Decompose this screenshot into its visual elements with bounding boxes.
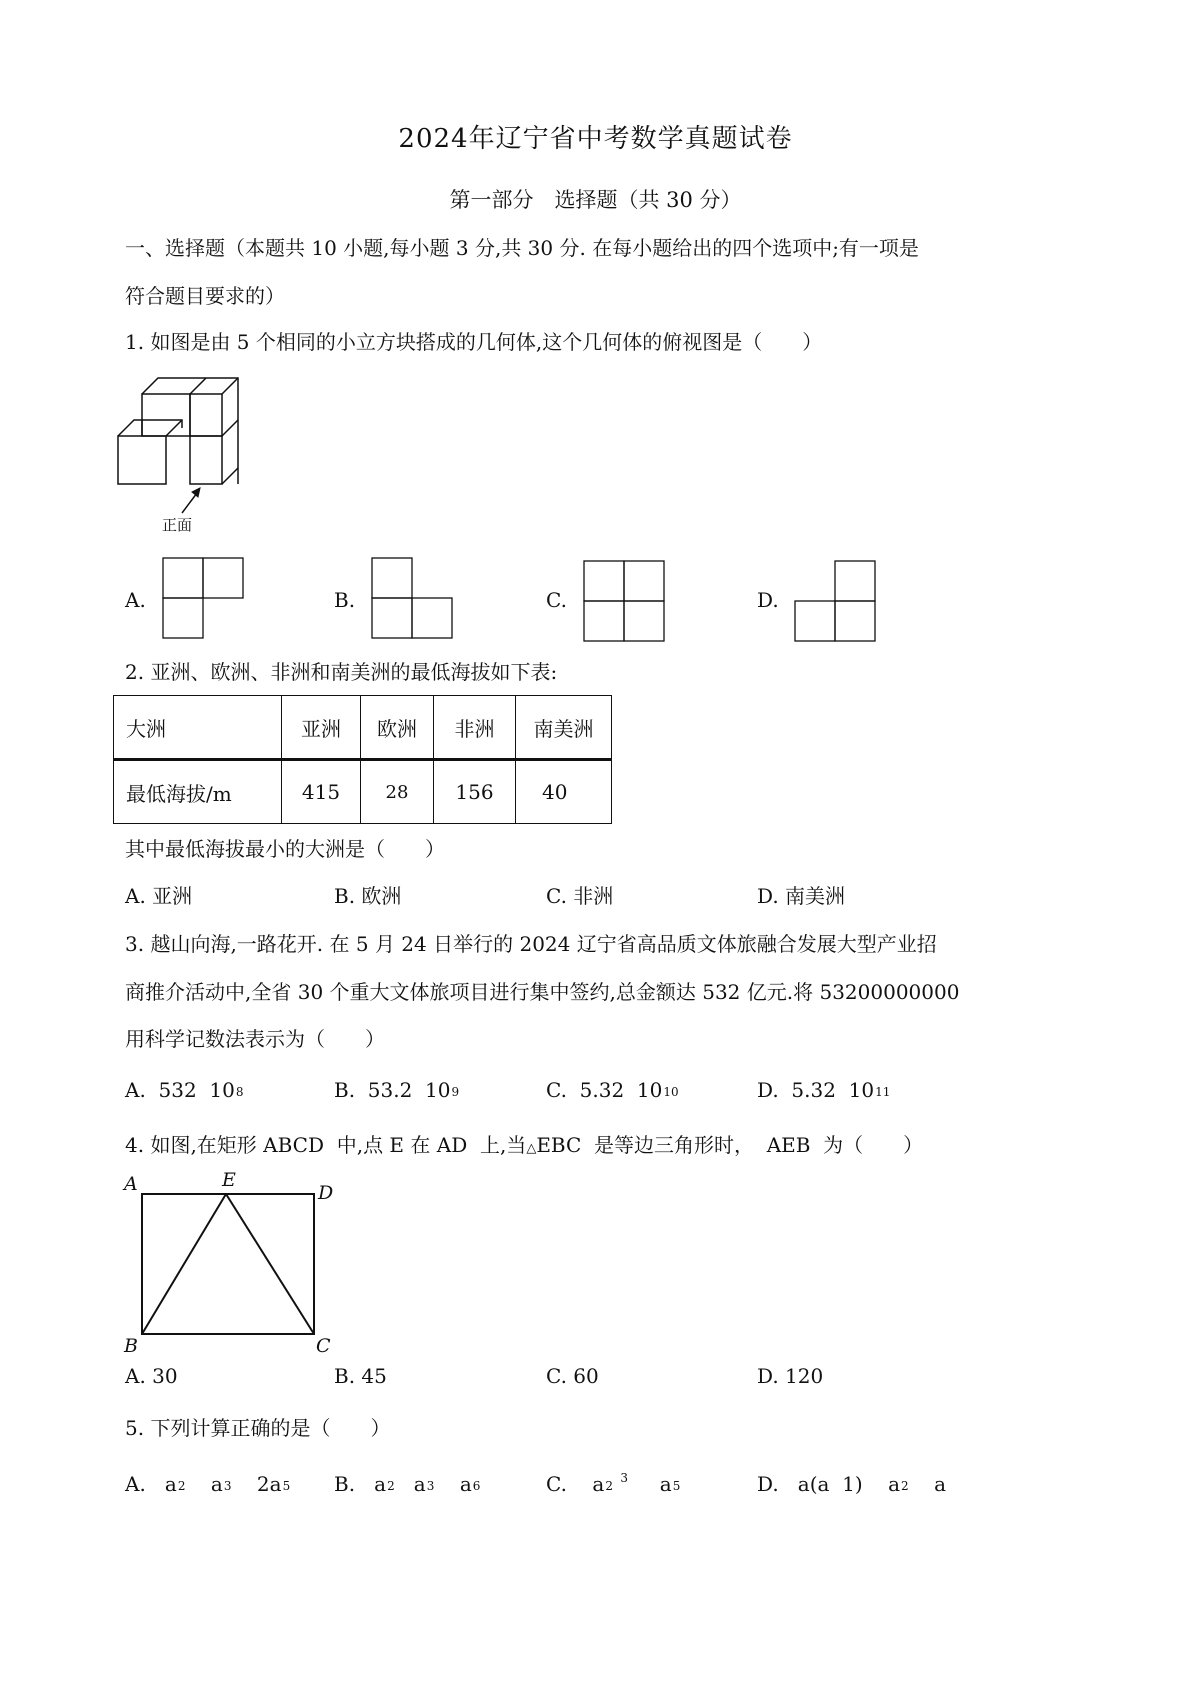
table-cell: 南美洲: [516, 696, 612, 760]
question-3-line1: 3. 越山向海,一路花开. 在 5 月 24 日举行的 2024 辽宁省高品质文体旅融合发展大型产业招: [125, 932, 937, 956]
section-instructions-line2: 符合题目要求的）: [125, 284, 285, 308]
point-c-label: C: [316, 1335, 331, 1357]
part-heading: 第一部分 选择题（共 30 分）: [449, 188, 742, 212]
exponent: 3: [223, 1479, 232, 1493]
exponent: 5: [282, 1479, 291, 1493]
option-exponent: 11: [875, 1085, 891, 1099]
q4-option-d: D. 120: [757, 1364, 824, 1388]
front-direction-arrow-icon: [182, 488, 200, 513]
term: a: [659, 1472, 672, 1496]
section-instructions-line1: 一、选择题（本题共 10 小题,每小题 3 分,共 30 分. 在每小题给出的四个选项中;有一项是: [125, 236, 919, 260]
option-label: A.: [125, 1078, 146, 1102]
exponent: 2: [605, 1479, 613, 1493]
point-d-label: D: [318, 1182, 334, 1204]
question-4-stem-part1: 4. 如图,在矩形 ABCD 中,点 E 在 AD 上,当: [125, 1133, 527, 1157]
table-cell: 28: [361, 760, 434, 824]
option-base: 5.32 10: [791, 1078, 875, 1102]
point-a-label: A: [124, 1173, 138, 1195]
q4-option-c: C. 60: [546, 1364, 599, 1388]
option-exponent: 8: [235, 1085, 244, 1099]
table-header-row: [114, 696, 612, 760]
table-cell: 非洲: [434, 696, 516, 760]
option-label: B.: [334, 1472, 356, 1496]
option-base: 5.32 10: [579, 1078, 663, 1102]
q5-option-c: [546, 1472, 680, 1496]
q3-option-d: [757, 1078, 890, 1102]
exponent: 5: [672, 1479, 681, 1493]
q1-option-b-figure: [371, 557, 461, 641]
outer-exponent: 3: [620, 1471, 628, 1485]
q3-option-a: [125, 1078, 244, 1102]
q5-option-d: [757, 1472, 946, 1496]
option-label: C.: [546, 1472, 567, 1496]
point-e-label: E: [222, 1169, 236, 1191]
q1-option-a-label: A.: [125, 588, 146, 612]
term: a: [888, 1472, 901, 1496]
q1-option-c-label: C.: [546, 588, 567, 612]
table-cell: 156: [434, 760, 516, 824]
term: a(a 1): [797, 1472, 863, 1496]
exponent: 6: [472, 1479, 481, 1493]
table-cell: 欧洲: [361, 696, 434, 760]
option-label: B.: [334, 1078, 356, 1102]
q1-option-b-label: B.: [334, 588, 356, 612]
exponent: 2: [387, 1479, 395, 1493]
q1-option-d-label: D.: [757, 588, 779, 612]
q2-option-d: D. 南美洲: [757, 884, 846, 908]
elevation-table: [113, 695, 612, 824]
option-exponent: 10: [663, 1085, 679, 1099]
term: a: [374, 1472, 387, 1496]
q4-option-a: A. 30: [125, 1364, 178, 1388]
option-label: C.: [546, 1078, 567, 1102]
q2-option-c: C. 非洲: [546, 884, 614, 908]
q3-option-c: [546, 1078, 679, 1102]
question-5-stem: 5. 下列计算正确的是（ ）: [125, 1416, 391, 1440]
question-2-prompt: 其中最低海拔最小的大洲是（ ）: [125, 837, 445, 861]
term: a: [210, 1472, 223, 1496]
term: a: [592, 1472, 605, 1496]
q5-option-b: [334, 1472, 480, 1496]
table-cell: 40: [516, 760, 612, 824]
table-cell: 大洲: [114, 696, 282, 760]
question-2-stem: 2. 亚洲、欧洲、非洲和南美洲的最低海拔如下表:: [125, 660, 558, 684]
q1-cube-figure: [110, 370, 270, 540]
term: a: [459, 1472, 472, 1496]
term: a: [413, 1472, 426, 1496]
table-cell: 最低海拔/m: [114, 760, 282, 824]
option-exponent: 9: [451, 1085, 460, 1099]
q3-option-b: [334, 1078, 459, 1102]
q2-option-a: A. 亚洲: [125, 884, 193, 908]
question-4-stem-part2: EBC 是等边三角形时， AEB 为（ ）: [536, 1133, 924, 1157]
exponent: 2: [901, 1479, 909, 1493]
question-3-line3: 用科学记数法表示为（ ）: [125, 1027, 385, 1051]
table-cell: 415: [282, 760, 361, 824]
question-3-line2: 商推介活动中,全省 30 个重大文体旅项目进行集中签约,总金额达 532 亿元.将 53200000000: [125, 980, 960, 1004]
option-label: D.: [757, 1472, 779, 1496]
exam-title: 2024年辽宁省中考数学真题试卷: [398, 124, 793, 154]
exponent: 3: [426, 1479, 435, 1493]
front-label: 正面: [162, 516, 193, 534]
question-4-stem: [125, 1129, 923, 1158]
term: a: [934, 1472, 947, 1496]
table-row: [114, 760, 612, 824]
q1-option-c-figure: [583, 560, 667, 644]
option-label: A.: [125, 1472, 146, 1496]
exponent: 2: [177, 1479, 186, 1493]
term: a: [164, 1472, 177, 1496]
q4-option-b: B. 45: [334, 1364, 387, 1388]
table-cell: 亚洲: [282, 696, 361, 760]
term: 2a: [256, 1472, 282, 1496]
question-1-stem: 1. 如图是由 5 个相同的小立方块搭成的几何体,这个几何体的俯视图是（ ）: [125, 330, 823, 354]
q2-option-b: B. 欧洲: [334, 884, 402, 908]
q1-option-d-figure: [794, 560, 878, 644]
option-base: 532 10: [158, 1078, 235, 1102]
q5-option-a: [125, 1472, 290, 1496]
option-label: D.: [757, 1078, 779, 1102]
option-base: 53.2 10: [367, 1078, 451, 1102]
triangle-symbol: △: [526, 1141, 537, 1156]
q1-option-a-figure: [162, 557, 252, 641]
point-b-label: B: [124, 1335, 138, 1357]
q4-rectangle-figure: [118, 1166, 348, 1356]
